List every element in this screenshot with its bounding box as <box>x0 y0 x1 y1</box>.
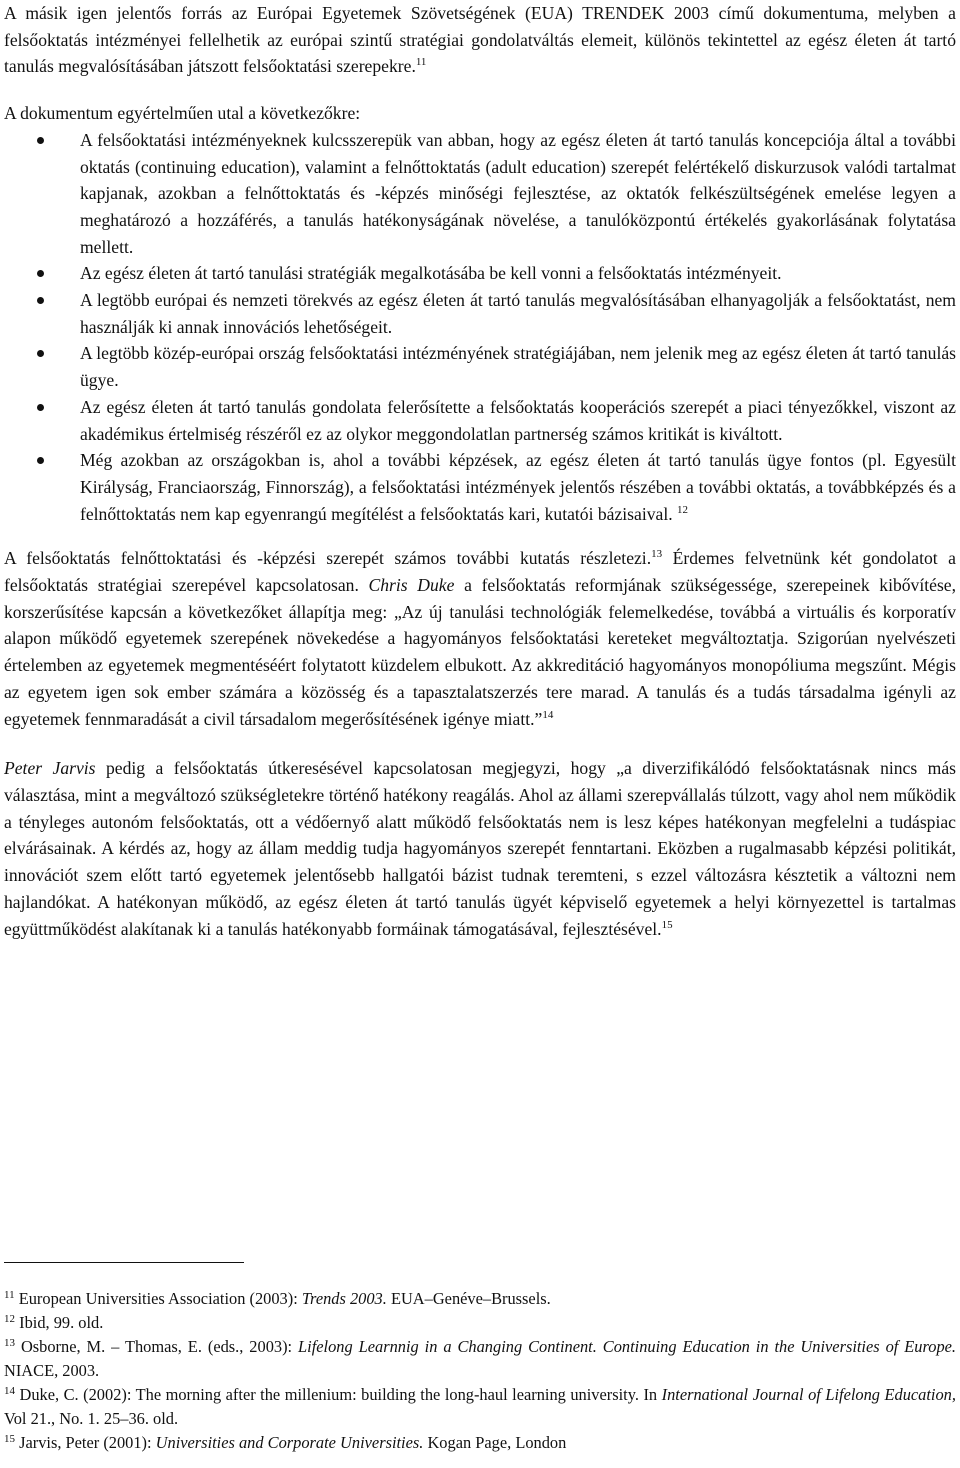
footnotes <box>4 1262 956 1455</box>
footnote <box>4 1287 956 1311</box>
footnote-text: Osborne, M. – Thomas, E. (eds., 2003): <box>20 1337 299 1356</box>
footnote-text: Vol 21., No. 1. 25–36. old. <box>4 1409 179 1428</box>
intro-paragraph <box>4 0 956 80</box>
footnote-number: 11 <box>4 1289 15 1301</box>
list-item-text: A legtöbb európai és nemzeti törekvés az egész életen át tartó tanulás megvalósításában elhanyagolják a felsőoktatást, nem használják ki annak innovációs lehetőségeit. <box>80 290 956 337</box>
duke-text-1: A felsőoktatás felnőttoktatási és -képzési szerepét számos további kutatás részletezi. <box>4 548 652 569</box>
list-item-text: Az egész életen át tartó tanulási stratégiák megalkotásába be kell vonni a felsőoktatás intézményeit. <box>80 263 782 284</box>
list-item-text: Az egész életen át tartó tanulás gondolata felerősítette a felsőoktatás kooperációs szerepét a piaci tényezőkkel, viszont az akadémikus értelmiség részéről ez az olykor meggondolatlan partnerség számos kritikát is kiváltott. <box>80 396 956 444</box>
bullet-icon <box>37 297 44 304</box>
footnote-text: European Universities Association (2003): <box>18 1289 302 1308</box>
footnote-ref-12: 12 <box>677 503 689 516</box>
footnote-number: 12 <box>4 1313 15 1325</box>
list-item-text: A felsőoktatási intézményeknek kulcsszerepük van abban, hogy az egész életen át tartó tanulás koncepciója által a további oktatás (continuing education), valamint a felnőttoktatás (adult education) szerepét felértékelő diskurzusok valódi tartalmat kapjanak, azokban a felnőttoktatás és -képzés minőségi fejlesztése, az oktatók felkészültségének emelése legyen a meghatározó a hozzáférés, a tanulás hatékonyságának növelése, a tanulóközpontú értékelés gyakorlásának folytatása mellett. <box>80 129 956 257</box>
list-item <box>4 340 956 393</box>
footnote <box>4 1335 956 1383</box>
bullet-icon <box>37 270 44 277</box>
bullet-list <box>4 127 956 528</box>
list-item <box>4 287 956 340</box>
jarvis-text: pedig a felsőoktatás útkeresésével kapcsolatosan megjegyzi, hogy „a diverzifikálódó felsőoktatásnak nincs más választása, mint a megváltozó szükségletekre történő hatékony reagálás. Ahol az állami szerepvállalás túlzott, vagy ahol nem működik a tényleges autonóm felsőoktatás, ott a védőernyő alatt működő felsőoktatás nem is lesz képes hatékonyan megfelelni a tudáspiac elvárásainak. A kérdés az, hogy az állam meddig tudja hagyományos szerepét fenntartani. Eközben a rugalmasabb képzési politikát, innovációt szem előtt tartó egyetemek jelentősebb hallgatói bázist tudnak teremteni, s ezzel változásra késztetik a változni nem hajlandókat. A hatékonyan működő, az egész életen át tartó tanulás ügyét képviselő egyetemek a helyi környezettel is tartalmas együttműködést alakítanak ki a tanulás hatékonyabb formáinak támogatásával, fejlesztésével. <box>4 758 956 939</box>
bullet-icon <box>37 350 44 357</box>
bullet-icon <box>37 457 44 464</box>
bullet-icon <box>37 137 44 144</box>
footnote-ref-11: 11 <box>415 56 427 69</box>
list-item <box>4 260 956 287</box>
jarvis-paragraph <box>4 755 956 942</box>
author-name-jarvis: Peter Jarvis <box>4 758 96 779</box>
footnote-number: 15 <box>4 1433 15 1445</box>
intro-text: A másik igen jelentős forrás az Európai Egyetemek Szövetségének (EUA) TRENDEK 2003 című dokumentuma, melyben a felsőoktatás intézményei fellelhetik az európai szintű stratégiai gondolatváltás elemeit, különös tekintettel az egész életen át tartó tanulás megvalósításában játszott felsőoktatási szerepekre. <box>4 3 956 77</box>
footnote <box>4 1431 956 1455</box>
footnote-title: International Journal of Lifelong Education, <box>661 1385 956 1404</box>
footnote-ref-14: 14 <box>542 708 554 721</box>
footnote-number: 14 <box>4 1385 15 1397</box>
duke-text-2: Érdemes felvetnünk két gondolatot a felsőoktatás stratégiai szerepével kapcsolatosan. <box>4 548 956 596</box>
list-item <box>4 447 956 527</box>
bullet-icon <box>37 404 44 411</box>
list-item-text: Még azokban az országokban is, ahol a további képzések, az egész életen át tartó tanulás ügye fontos (pl. Egyesült Királyság, Franciaország, Finnország), a felsőoktatási intézmények jelentős részében a további oktatás, a továbbképzés és a felnőttoktatás nem kap egyenrangú megítélést a felsőoktatás kari, kutatói bázisaival. <box>80 450 956 524</box>
footnote-title: Trends 2003. <box>301 1289 387 1308</box>
footnote-title: Lifelong Learnnig in a Changing Continent. Continuing Education in the Universities of Europe. <box>298 1337 957 1356</box>
footnote-text: Jarvis, Peter (2001): <box>19 1433 156 1452</box>
duke-paragraph <box>4 545 956 732</box>
footnote-ref-13: 13 <box>651 548 663 561</box>
footnote-number: 13 <box>4 1337 15 1349</box>
author-name-duke: Chris Duke <box>368 575 455 596</box>
footnote-ref-15: 15 <box>661 918 673 931</box>
duke-text-3: a felsőoktatás reformjának szükségessége, szerepeinek kibővítése, korszerűsítése kapcsán a következőket állapítja meg: „Az új tanulási technológiák felemelkedése, továbbá a virtuális és korporatív alapon működő egyetemek szerepének növekedése a hagyományos felsőoktatási kereteket megváltoztatja. Szigorúan nyelvészeti értelemben az egyetemek megmentéséért folytatott küzdelem elbukott. Az akkreditáció hagyományos monopóliuma megszűnt. Mégis az egyetem igen sok ember számára a közösség és a tapasztalatszerzés tere marad. A tanulás és a tudás társadalma igényli az egyetemek fennmaradását a civil társadalom megerősítésének igénye miatt.” <box>4 575 956 729</box>
list-item <box>4 394 956 447</box>
footnote-title: Universities and Corporate Universities. <box>155 1433 424 1452</box>
list-lead: A dokumentum egyértelműen utal a következőkre: <box>4 103 361 124</box>
footnote-text: Duke, C. (2002): The morning after the millenium: building the long-haul learning university. In <box>19 1385 662 1404</box>
footnote-text: NIACE, 2003. <box>4 1361 100 1380</box>
footnote-text: Kogan Page, London <box>423 1433 567 1452</box>
footnote-divider <box>4 1262 244 1263</box>
footnote <box>4 1311 956 1335</box>
footnote-text: Ibid, 99. old. <box>19 1313 104 1332</box>
footnote-text: EUA–Genéve–Brussels. <box>386 1289 551 1308</box>
list-item <box>4 127 956 261</box>
list-item-text: A legtöbb közép-európai ország felsőoktatási intézményének stratégiájában, nem jelenik meg az egész életen át tartó tanulás ügye. <box>80 343 956 391</box>
footnote <box>4 1383 956 1431</box>
